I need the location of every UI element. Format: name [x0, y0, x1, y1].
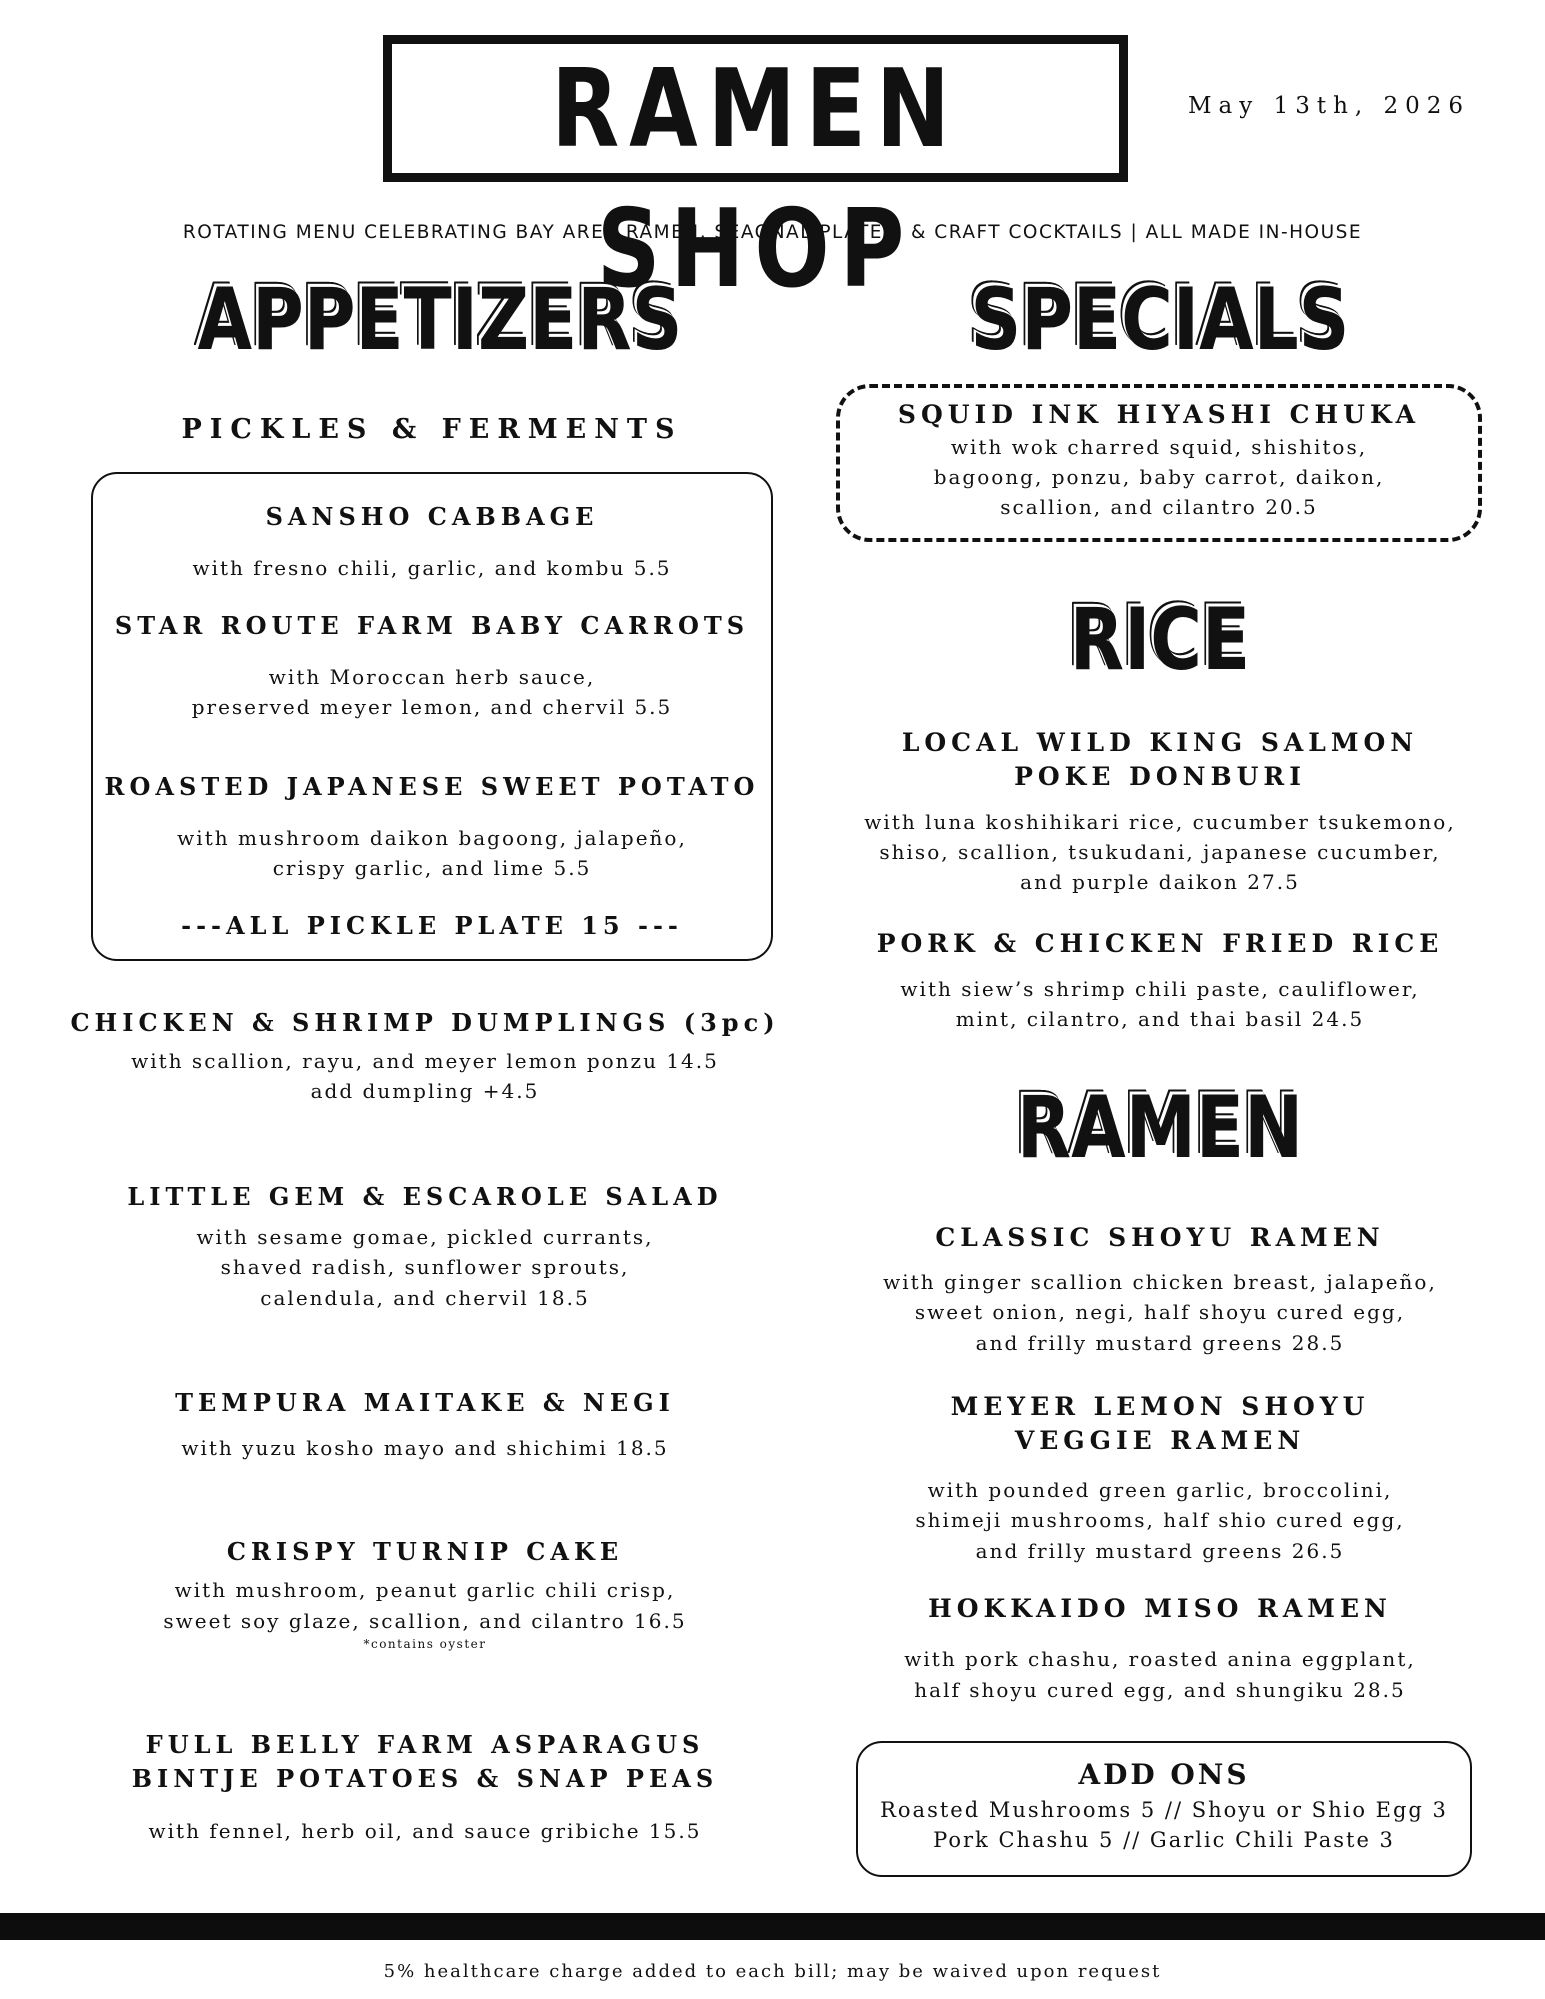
menu-item-desc: with mushroom daikon bagoong, jalapeño, — [177, 826, 687, 850]
menu-item-title: SQUID INK HIYASHI CHUKA — [897, 400, 1421, 429]
addons-heading: ADD ONS — [1078, 1758, 1250, 1791]
menu-item-desc: with mushroom, peanut garlic chili crisp, — [174, 1578, 676, 1602]
allergen-note: *contains oyster — [363, 1637, 487, 1651]
menu-item-desc: sweet onion, negi, half shoyu cured egg, — [914, 1300, 1406, 1324]
menu-item-title: ROASTED JAPANESE SWEET POTATO — [104, 772, 760, 801]
menu-item-title: SANSHO CABBAGE — [265, 502, 599, 531]
menu-item-title: MEYER LEMON SHOYU — [950, 1392, 1370, 1421]
footer-bar — [0, 1913, 1545, 1940]
menu-item-desc: with ginger scallion chicken breast, jalapeño, — [883, 1270, 1437, 1294]
menu-item-title: HOKKAIDO MISO RAMEN — [928, 1594, 1392, 1623]
menu-item-title: CLASSIC SHOYU RAMEN — [935, 1223, 1385, 1252]
menu-item-title: CHICKEN & SHRIMP DUMPLINGS (3pc) — [70, 1008, 780, 1037]
menu-item-title: CRISPY TURNIP CAKE — [226, 1537, 624, 1566]
menu-item-desc: add dumpling +4.5 — [310, 1079, 540, 1103]
menu-date: May 13th, 2026 — [1188, 93, 1471, 119]
addons-line: Roasted Mushrooms 5 // Shoyu or Shio Egg 3 — [880, 1798, 1448, 1822]
rice-heading: RICE — [1069, 590, 1251, 690]
menu-item-desc: shimeji mushrooms, half shio cured egg, — [915, 1508, 1405, 1532]
tagline: ROTATING MENU CELEBRATING BAY AREA RAMEN, SEAONAL PLATES, & CRAFT COCKTAILS | ALL MADE IN-HOUSE — [182, 222, 1363, 243]
menu-item-title: LITTLE GEM & ESCAROLE SALAD — [127, 1182, 723, 1211]
addons-line: Pork Chashu 5 // Garlic Chili Paste 3 — [933, 1828, 1395, 1852]
pickles-heading: PICKLES & FERMENTS — [181, 414, 683, 445]
footer-note: 5% healthcare charge added to each bill; may be waived upon request — [383, 1961, 1162, 1982]
menu-item-title: POKE DONBURI — [1014, 762, 1306, 791]
menu-item-title: LOCAL WILD KING SALMON — [901, 728, 1419, 757]
pickle-plate: ---ALL PICKLE PLATE 15 --- — [181, 911, 683, 940]
menu-item-desc: and frilly mustard greens 26.5 — [975, 1539, 1345, 1563]
menu-item-desc: crispy garlic, and lime 5.5 — [272, 856, 592, 880]
restaurant-logo: RAMEN SHOP — [551, 47, 960, 312]
menu-item-title: TEMPURA MAITAKE & NEGI — [175, 1388, 675, 1417]
menu-item-desc: with scallion, rayu, and meyer lemon ponzu 14.5 — [131, 1049, 719, 1073]
menu-item-desc: scallion, and cilantro 20.5 — [1000, 495, 1318, 519]
menu-item-desc: with wok charred squid, shishitos, — [950, 435, 1368, 459]
menu-item-title: VEGGIE RAMEN — [1014, 1426, 1306, 1455]
menu-item-desc: with siew’s shrimp chili paste, cauliflower, — [900, 977, 1420, 1001]
menu-item-desc: preserved meyer lemon, and chervil 5.5 — [191, 695, 673, 719]
menu-item-desc: and frilly mustard greens 28.5 — [975, 1331, 1345, 1355]
appetizers-heading: APPETIZERS — [197, 270, 683, 370]
menu-item-desc: with Moroccan herb sauce, — [268, 665, 596, 689]
menu-item-title: BINTJE POTATOES & SNAP PEAS — [131, 1764, 719, 1793]
ramen-heading: RAMEN — [1016, 1078, 1304, 1178]
menu-item-desc: with fennel, herb oil, and sauce gribiche 15.5 — [148, 1819, 702, 1843]
menu-item-title: FULL BELLY FARM ASPARAGUS — [145, 1730, 705, 1759]
menu-item-desc: with luna koshihikari rice, cucumber tsukemono, — [864, 810, 1456, 834]
menu-item-desc: with pork chashu, roasted anina eggplant, — [904, 1647, 1416, 1671]
menu-item-desc: and purple daikon 27.5 — [1020, 870, 1300, 894]
menu-item-desc: with yuzu kosho mayo and shichimi 18.5 — [181, 1436, 669, 1460]
menu-item-desc: with fresno chili, garlic, and kombu 5.5 — [192, 556, 672, 580]
menu-item-title: STAR ROUTE FARM BABY CARROTS — [114, 611, 750, 640]
menu-item-desc: with sesame gomae, pickled currants, — [196, 1225, 654, 1249]
menu-item-desc: with pounded green garlic, broccolini, — [927, 1478, 1393, 1502]
menu-item-desc: shaved radish, sunflower sprouts, — [220, 1255, 630, 1279]
menu-item-desc: sweet soy glaze, scallion, and cilantro 16.5 — [163, 1609, 687, 1633]
menu-item-desc: half shoyu cured egg, and shungiku 28.5 — [914, 1678, 1406, 1702]
menu-item-desc: shiso, scallion, tsukudani, japanese cucumber, — [879, 840, 1441, 864]
menu-item-desc: mint, cilantro, and thai basil 24.5 — [955, 1007, 1365, 1031]
menu-item-desc: bagoong, ponzu, baby carrot, daikon, — [933, 465, 1385, 489]
specials-heading: SPECIALS — [970, 270, 1350, 370]
menu-item-title: PORK & CHICKEN FRIED RICE — [876, 929, 1444, 958]
menu-item-desc: calendula, and chervil 18.5 — [260, 1286, 590, 1310]
